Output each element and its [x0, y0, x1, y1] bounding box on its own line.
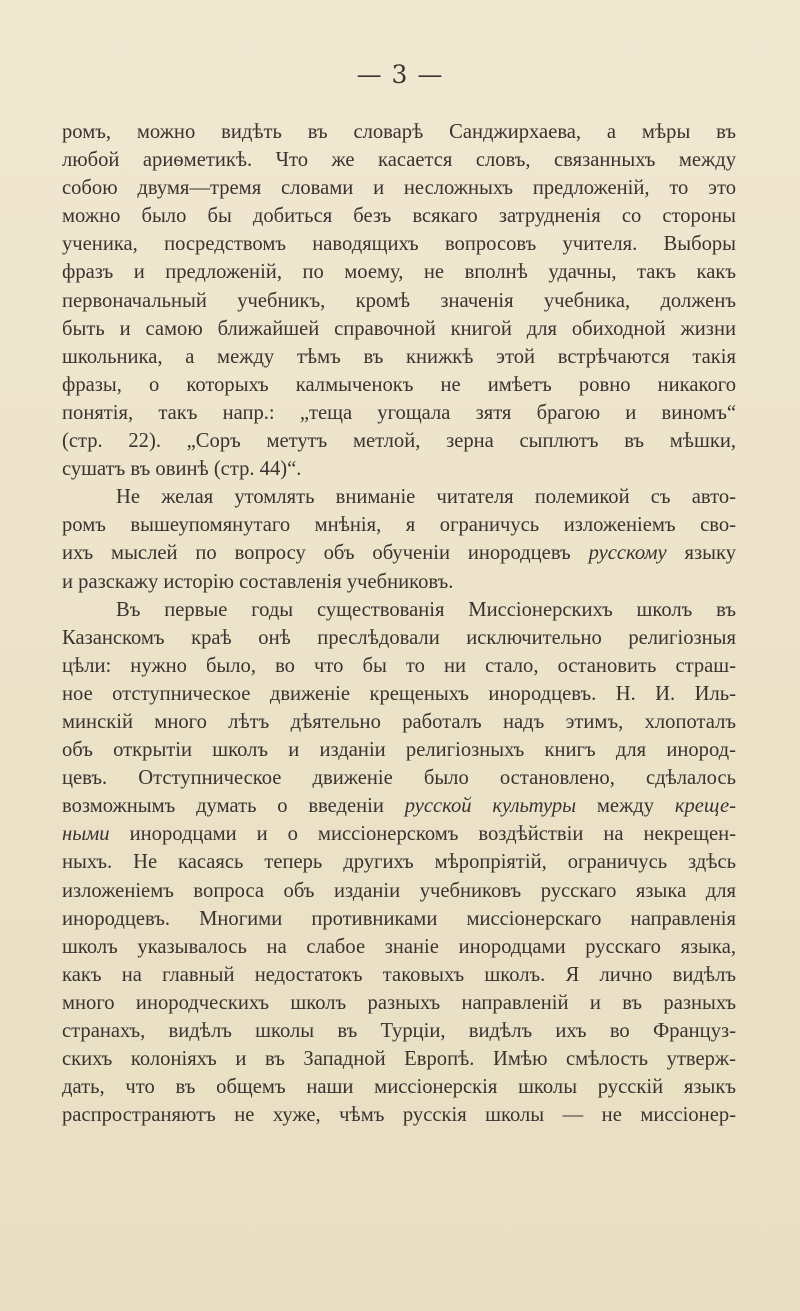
text-line: [62, 736, 736, 764]
text-line: [62, 287, 736, 315]
text-line: [62, 820, 736, 848]
text-run: объ открытіи школъ и изданіи религіозныхъ книгъ для инород-: [62, 739, 736, 762]
text-run: первоначальный учебникъ, кромѣ значенія учебника, долженъ: [62, 289, 736, 312]
text-line: [62, 371, 736, 399]
text-line: [62, 427, 736, 455]
text-run: Казанскомъ краѣ онѣ преслѣдовали исключительно религіозныя: [62, 626, 736, 649]
text-line: [62, 792, 736, 820]
text-run: понятія, такъ напр.: „теща угощала зятя брагою и виномъ“: [62, 401, 736, 424]
text-run: Не желая утомлять вниманіе читателя полемикой съ авто-: [116, 486, 736, 509]
text-run: быть и самою ближайшей справочной книгой для обиходной жизни: [62, 317, 736, 340]
text-run: и разскажу исторію составленія учебниковъ.: [62, 570, 454, 593]
text-line: [62, 258, 736, 286]
text-run: фразы, о которыхъ калмыченокъ не имѣетъ ровно никакого: [62, 373, 736, 396]
text-line: [62, 118, 736, 146]
text-run: Въ первые годы существованія Миссіонерскихъ школъ въ: [116, 598, 736, 621]
text-line: [62, 202, 736, 230]
text-line: [62, 1045, 736, 1073]
page-number: — 3 —: [356, 60, 444, 89]
italic-phrase: креще-: [674, 795, 736, 818]
text-run: ромъ вышеупомянутаго мнѣнія, я ограничусь изложеніемъ сво-: [62, 514, 736, 537]
text-run: сушатъ въ овинѣ (стр. 44)“.: [62, 458, 302, 481]
text-run: минскій много лѣтъ дѣятельно работалъ надъ этимъ, хлопоталъ: [62, 710, 736, 733]
body-text: [62, 118, 736, 1129]
text-line: [62, 315, 736, 343]
text-run: школьника, а между тѣмъ въ книжкѣ этой встрѣчаются такія: [62, 345, 736, 368]
text-line: [62, 343, 736, 371]
text-run: (стр. 22). „Соръ метутъ метлой, зерна сыплютъ въ мѣшки,: [62, 430, 736, 453]
text-line: [62, 905, 736, 933]
text-run: много инородческихъ школъ разныхъ направленій и въ разныхъ: [62, 991, 736, 1014]
text-run: цѣли: нужно было, во что бы то ни стало, остановить страш-: [62, 654, 736, 677]
text-line: [62, 1073, 736, 1101]
text-run: инородцами и о миссіонерскомъ воздѣйствіи на некрещен-: [109, 823, 736, 846]
text-line: [62, 1017, 736, 1045]
text-run: можно было бы добиться безъ всякаго затрудненія со стороны: [62, 205, 736, 228]
text-line: [62, 961, 736, 989]
text-line: [62, 539, 736, 567]
italic-phrase: русскому: [588, 542, 667, 565]
text-run: ромъ, можно видѣть въ словарѣ Санджирхаева, а мѣры въ: [62, 121, 736, 143]
text-line: [62, 174, 736, 202]
text-line: [62, 230, 736, 258]
text-line: [62, 596, 736, 624]
text-run: школъ указывалось на слабое знаніе инородцами русскаго языка,: [62, 935, 736, 958]
italic-phrase: русской культуры: [404, 795, 577, 818]
text-run: ныхъ. Не касаясь теперь другихъ мѣропріятій, ограничусь здѣсь: [62, 851, 736, 874]
text-line: [62, 708, 736, 736]
text-line: [62, 989, 736, 1017]
text-run: языку: [666, 542, 736, 565]
text-line: [62, 764, 736, 792]
text-run: распространяютъ не хуже, чѣмъ русскія школы — не миссіонер-: [62, 1104, 736, 1127]
text-line: [62, 877, 736, 905]
text-run: ихъ мыслей по вопросу объ обученіи инородцевъ: [62, 542, 589, 565]
text-line: [62, 1101, 736, 1129]
text-run: ное отступническое движеніе крещеныхъ инородцевъ. Н. И. Иль-: [62, 682, 736, 705]
text-line: [62, 455, 736, 483]
text-line: [62, 652, 736, 680]
text-line: [62, 624, 736, 652]
text-run: какъ на главный недостатокъ таковыхъ школъ. Я лично видѣлъ: [62, 963, 736, 986]
text-line: [62, 680, 736, 708]
text-run: ученика, посредствомъ наводящихъ вопросовъ учителя. Выборы: [62, 233, 736, 256]
text-line: [62, 146, 736, 174]
text-line: [62, 933, 736, 961]
italic-phrase: ными: [62, 823, 110, 846]
text-run: цевъ. Отступническое движеніе было остановлено, сдѣлалось: [62, 767, 736, 790]
text-run: возможнымъ думать о введеніи: [62, 795, 405, 818]
text-run: скихъ колоніяхъ и въ Западной Европѣ. Имѣю смѣлость утверж-: [62, 1048, 736, 1071]
text-run: собою двумя—тремя словами и несложныхъ предложеній, то это: [62, 177, 736, 200]
text-run: фразъ и предложеній, по моему, не вполнѣ удачны, такъ какъ: [62, 261, 736, 284]
text-run: между: [576, 795, 675, 818]
text-run: любой ариѳметикѣ. Что же касается словъ, связанныхъ между: [62, 149, 736, 172]
text-line: [62, 568, 736, 596]
text-line: [62, 511, 736, 539]
text-run: странахъ, видѣлъ школы въ Турціи, видѣлъ ихъ во Француз-: [62, 1020, 736, 1042]
text-line: [62, 399, 736, 427]
text-run: инородцевъ. Многими противниками миссіонерскаго направленія: [62, 907, 736, 930]
text-line: [62, 483, 736, 511]
text-run: изложеніемъ вопроса объ изданіи учебниковъ русскаго языка для: [62, 879, 736, 902]
text-run: дать, что въ общемъ наши миссіонерскія школы русскій языкъ: [62, 1076, 736, 1099]
text-line: [62, 848, 736, 876]
